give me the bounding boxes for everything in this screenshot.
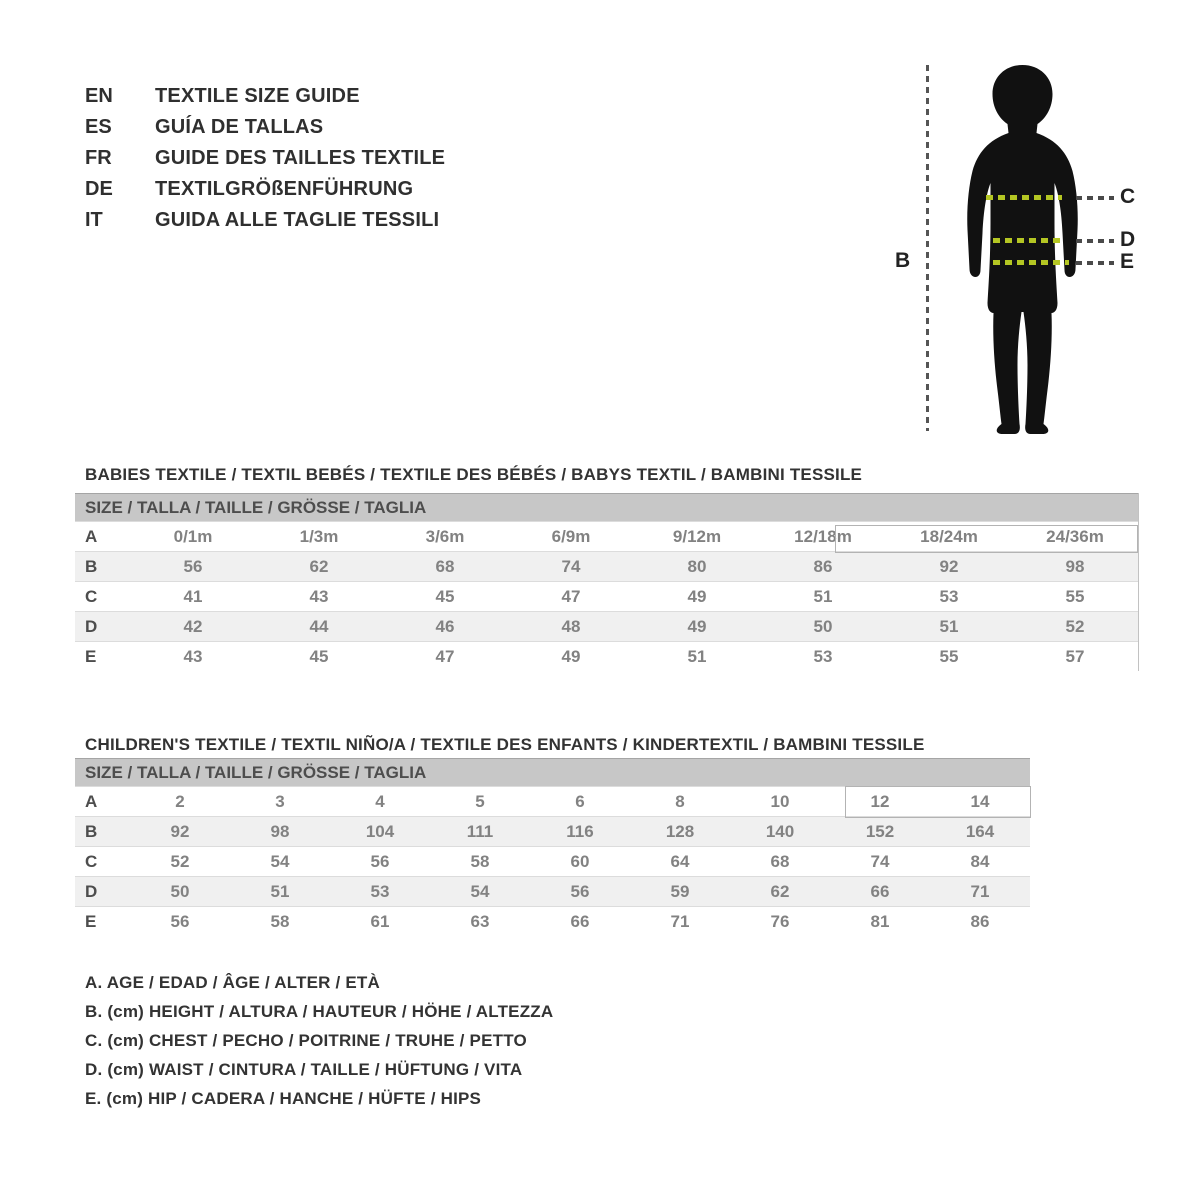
waist-leader-line xyxy=(1076,239,1114,243)
size-value: 46 xyxy=(435,616,455,636)
measurement-figure xyxy=(860,55,1190,447)
size-value: 152 xyxy=(865,821,895,841)
size-value: 62 xyxy=(770,881,790,901)
size-value: 92 xyxy=(170,821,190,841)
children-table-header: SIZE / TALLA / TAILLE / GRÖSSE / TAGLIA xyxy=(75,758,1030,786)
size-value: 54 xyxy=(270,851,290,871)
row-label: E xyxy=(85,911,97,931)
size-value: 66 xyxy=(570,911,590,931)
babies-section-title: BABIES TEXTILE / TEXTIL BEBÉS / TEXTILE DES BÉBÉS / BABYS TEXTIL / BAMBINI TESSILE xyxy=(85,465,863,485)
language-title-block xyxy=(85,81,445,236)
size-value: 62 xyxy=(309,556,329,576)
size-value: 54 xyxy=(470,881,490,901)
language-code: IT xyxy=(85,209,103,231)
language-row xyxy=(85,112,445,143)
size-value: 98 xyxy=(270,821,290,841)
language-row xyxy=(85,143,445,174)
row-label: B xyxy=(85,556,98,576)
size-value: 1/3m xyxy=(299,526,339,546)
table-row xyxy=(75,786,1030,816)
size-value: 86 xyxy=(970,911,990,931)
size-value: 50 xyxy=(813,616,833,636)
size-value: 71 xyxy=(670,911,690,931)
language-title: GUÍA DE TALLAS xyxy=(155,116,324,138)
chest-label: C xyxy=(1120,185,1136,208)
size-value: 116 xyxy=(566,821,594,841)
chest-measure-line xyxy=(986,195,1062,200)
size-value: 3/6m xyxy=(425,526,465,546)
language-code: ES xyxy=(85,116,112,138)
size-value: 51 xyxy=(687,646,707,666)
size-value: 128 xyxy=(665,821,695,841)
size-value: 58 xyxy=(470,851,490,871)
legend-item: A. AGE / EDAD / ÂGE / ALTER / ETÀ xyxy=(85,973,380,992)
size-value: 164 xyxy=(965,821,995,841)
size-value: 57 xyxy=(1065,646,1085,666)
table-row xyxy=(75,876,1030,906)
size-value: 42 xyxy=(183,616,203,636)
hip-label: E xyxy=(1120,250,1135,273)
size-value: 12/18m xyxy=(794,526,852,546)
size-value: 52 xyxy=(170,851,190,871)
language-title: GUIDE DES TAILLES TEXTILE xyxy=(155,147,446,169)
size-value: 84 xyxy=(970,851,990,871)
size-value: 49 xyxy=(561,646,581,666)
size-value: 10 xyxy=(770,791,790,811)
language-row xyxy=(85,174,445,205)
height-measure-line xyxy=(926,65,929,431)
legend-item: E. (cm) HIP / CADERA / HANCHE / HÜFTE / HIPS xyxy=(85,1089,482,1108)
size-value: 8 xyxy=(675,791,685,811)
size-value: 4 xyxy=(375,791,385,811)
size-value: 53 xyxy=(939,586,959,606)
table-row xyxy=(75,846,1030,876)
size-value: 0/1m xyxy=(173,526,213,546)
size-value: 68 xyxy=(770,851,790,871)
size-value: 52 xyxy=(1065,616,1085,636)
size-value: 140 xyxy=(765,821,795,841)
size-value: 51 xyxy=(813,586,833,606)
legend-item: C. (cm) CHEST / PECHO / POITRINE / TRUHE / PETTO xyxy=(85,1031,527,1050)
size-value: 74 xyxy=(561,556,581,576)
chest-leader-line xyxy=(1076,196,1114,200)
child-silhouette-shape xyxy=(967,65,1078,434)
children-section-title: CHILDREN'S TEXTILE / TEXTIL NIÑO/A / TEXTILE DES ENFANTS / KINDERTEXTIL / BAMBINI TESSILE xyxy=(85,735,925,755)
size-value: 12 xyxy=(870,791,890,811)
size-value: 56 xyxy=(370,851,390,871)
row-label: B xyxy=(85,821,98,841)
size-value: 53 xyxy=(370,881,390,901)
size-value: 45 xyxy=(309,646,329,666)
hip-measure-line xyxy=(993,260,1069,265)
table-row xyxy=(75,551,1138,581)
size-value: 66 xyxy=(870,881,890,901)
size-value: 76 xyxy=(770,911,790,931)
size-value: 47 xyxy=(435,646,455,666)
row-label: C xyxy=(85,851,98,871)
size-value: 92 xyxy=(939,556,959,576)
size-value: 80 xyxy=(687,556,707,576)
size-value: 56 xyxy=(570,881,590,901)
row-label: D xyxy=(85,616,98,636)
size-value: 98 xyxy=(1065,556,1085,576)
language-code: FR xyxy=(85,147,112,169)
size-value: 56 xyxy=(170,911,190,931)
language-code: DE xyxy=(85,178,113,200)
table-row xyxy=(75,816,1030,846)
height-label: B xyxy=(895,249,911,272)
language-title: GUIDA ALLE TAGLIE TESSILI xyxy=(155,209,440,231)
size-value: 41 xyxy=(183,586,203,606)
size-value: 71 xyxy=(970,881,990,901)
size-value: 51 xyxy=(939,616,959,636)
size-value: 64 xyxy=(670,851,690,871)
size-value: 60 xyxy=(570,851,590,871)
size-value: 56 xyxy=(183,556,203,576)
table-row xyxy=(75,521,1138,551)
language-row xyxy=(85,205,445,236)
size-value: 48 xyxy=(561,616,581,636)
size-value: 63 xyxy=(470,911,490,931)
size-value: 111 xyxy=(466,821,494,841)
row-label: D xyxy=(85,881,98,901)
waist-measure-line xyxy=(993,238,1065,243)
language-title: TEXTILE SIZE GUIDE xyxy=(155,85,360,107)
size-value: 86 xyxy=(813,556,833,576)
size-value: 6/9m xyxy=(551,526,591,546)
size-value: 55 xyxy=(1065,586,1085,606)
hip-leader-line xyxy=(1076,261,1114,265)
size-value: 68 xyxy=(435,556,455,576)
size-value: 59 xyxy=(670,881,690,901)
legend-item: B. (cm) HEIGHT / ALTURA / HAUTEUR / HÖHE / ALTEZZA xyxy=(85,1002,554,1021)
size-value: 49 xyxy=(687,586,707,606)
measurement-legend xyxy=(85,973,553,1118)
size-value: 43 xyxy=(309,586,329,606)
table-row xyxy=(75,611,1138,641)
size-value: 47 xyxy=(561,586,581,606)
size-value: 104 xyxy=(365,821,395,841)
size-value: 61 xyxy=(370,911,390,931)
size-value: 5 xyxy=(475,791,485,811)
size-value: 53 xyxy=(813,646,833,666)
table-row xyxy=(75,581,1138,611)
size-value: 9/12m xyxy=(672,526,722,546)
size-value: 49 xyxy=(687,616,707,636)
waist-label: D xyxy=(1120,228,1136,251)
table-row xyxy=(75,641,1138,671)
row-label: E xyxy=(85,646,97,666)
legend-item: D. (cm) WAIST / CINTURA / TAILLE / HÜFTUNG / VITA xyxy=(85,1060,523,1079)
size-value: 55 xyxy=(939,646,959,666)
size-value: 51 xyxy=(270,881,290,901)
children-size-table xyxy=(75,758,1030,936)
size-value: 74 xyxy=(870,851,890,871)
row-label: A xyxy=(85,526,98,546)
size-value: 81 xyxy=(870,911,890,931)
babies-size-table xyxy=(75,493,1139,671)
language-code: EN xyxy=(85,85,113,107)
size-value: 43 xyxy=(183,646,203,666)
size-value: 58 xyxy=(270,911,290,931)
babies-table-header: SIZE / TALLA / TAILLE / GRÖSSE / TAGLIA xyxy=(75,493,1138,521)
size-value: 14 xyxy=(970,791,990,811)
row-label: C xyxy=(85,586,98,606)
row-label: A xyxy=(85,791,98,811)
size-value: 50 xyxy=(170,881,190,901)
language-row xyxy=(85,81,445,112)
table-row xyxy=(75,906,1030,936)
size-value: 24/36m xyxy=(1046,526,1104,546)
size-value: 6 xyxy=(575,791,585,811)
size-value: 3 xyxy=(275,791,285,811)
size-value: 18/24m xyxy=(920,526,978,546)
size-value: 2 xyxy=(175,791,185,811)
language-title: TEXTILGRÖßENFÜHRUNG xyxy=(155,178,414,200)
size-value: 45 xyxy=(435,586,455,606)
child-silhouette xyxy=(955,63,1090,439)
size-value: 44 xyxy=(309,616,329,636)
